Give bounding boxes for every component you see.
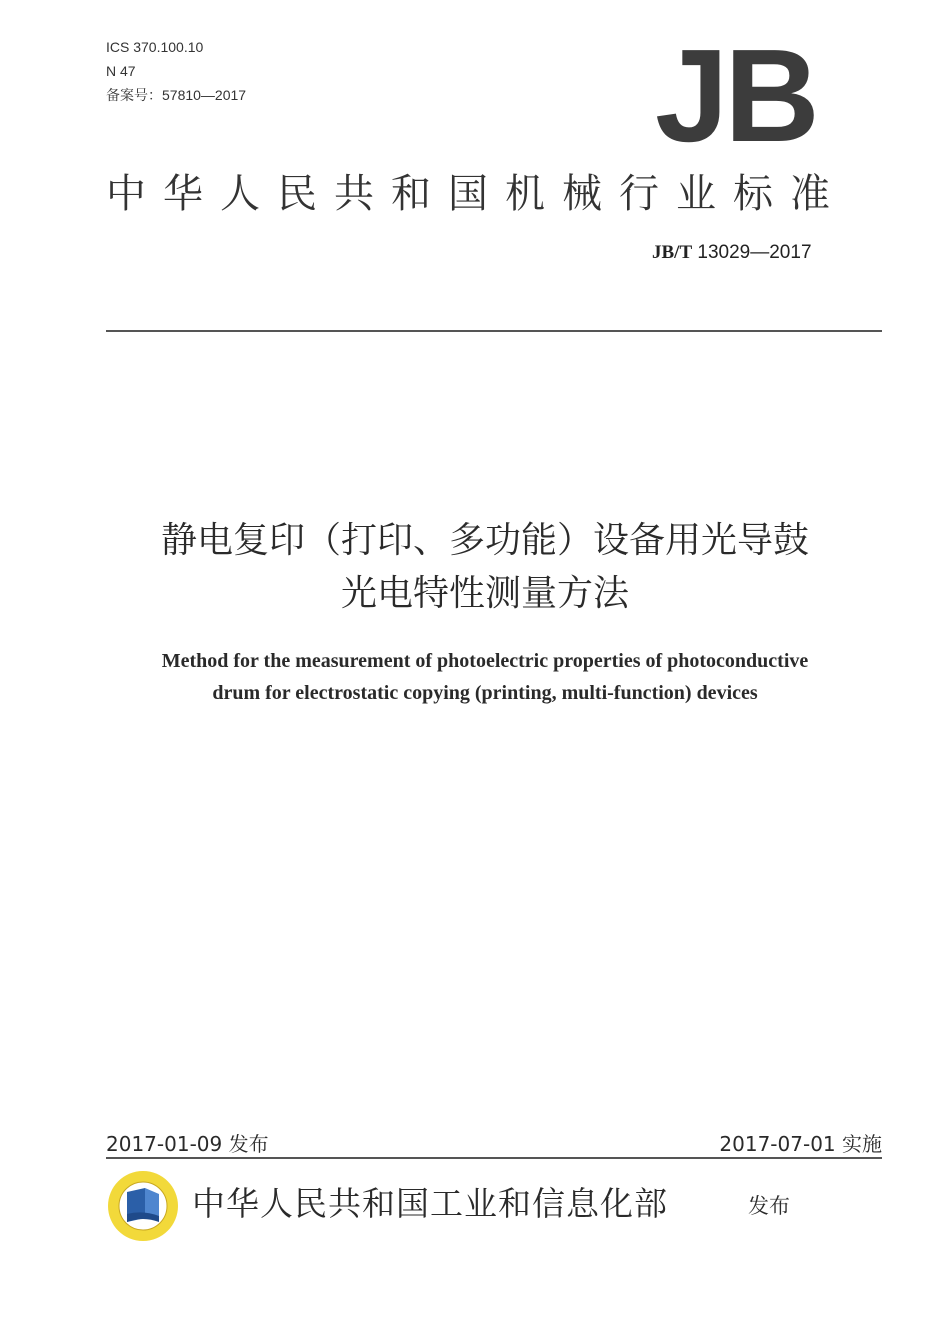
title-cn-line1: 静电复印（打印、多功能）设备用光导鼓 [160,520,809,561]
standard-number [652,242,812,264]
issue-label: 发布 [748,1194,790,1218]
jb-logo: JB [655,22,816,169]
ics-code: ICS 370.100.10 [106,39,204,55]
top-divider [106,330,882,332]
standard-number-prefix: JB/T [652,242,693,263]
bottom-divider [106,1157,882,1159]
effective-date: 2017-07-01 实施 [719,1132,882,1156]
title-en-line2: drum for electrostatic copying (printing, multi-function) devices [212,682,758,704]
ccs-code: N 47 [106,63,136,79]
standard-number-value: 13029—2017 [697,242,812,263]
title-cn-line2: 光电特性测量方法 [340,573,629,614]
filing-number: 备案号：57810—2017 [106,87,247,103]
standard-category: 中华人民共和国机械行业标准 [106,171,847,217]
issuer-name: 中华人民共和国工业和信息化部 [192,1184,668,1223]
publish-date: 2017-01-09 发布 [106,1132,269,1156]
title-en-line1: Method for the measurement of photoelectric properties of photoconductive [161,650,809,672]
miit-emblem-icon [107,1170,179,1242]
